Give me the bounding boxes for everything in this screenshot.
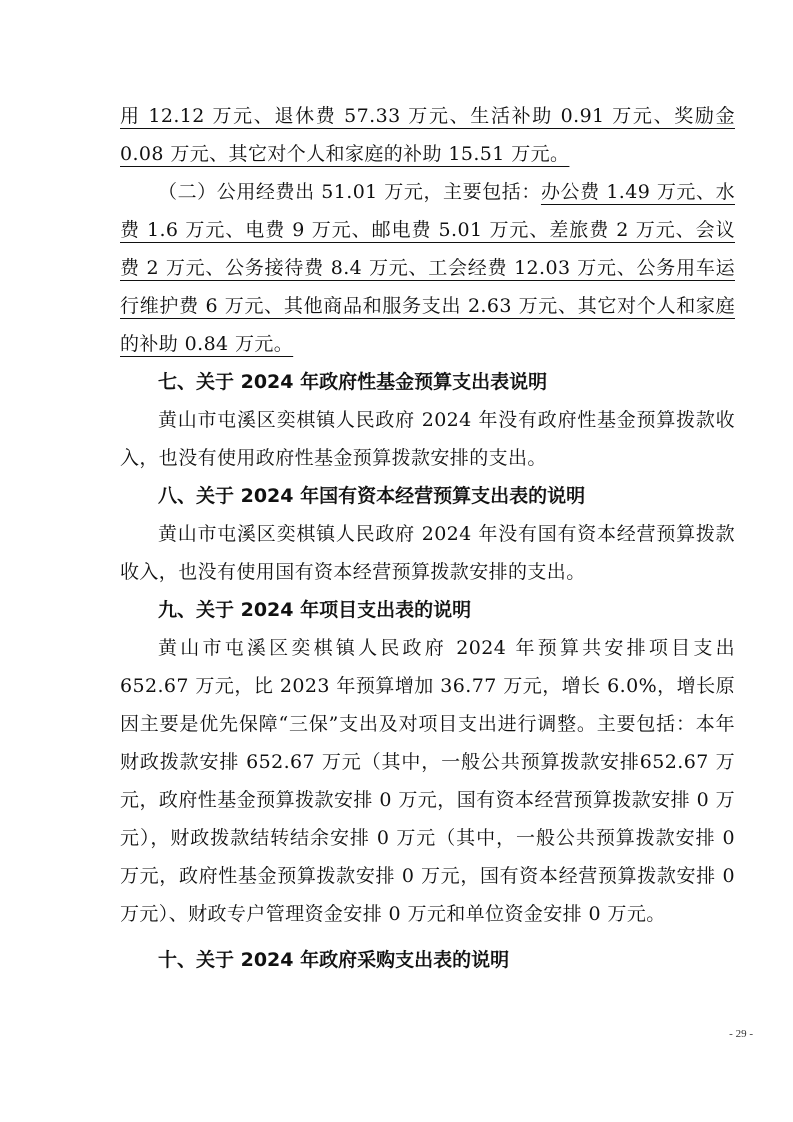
paragraph-state-capital: 黄山市屯溪区奕棋镇人民政府 2024 年没有国有资本经营预算拨款收入，也没有使用国有资本经营预算拨款安排的支出。 <box>120 523 735 583</box>
paragraph-personnel-continued <box>120 97 735 173</box>
section-heading-10: 十、关于 2024 年政府采购支出表的说明 <box>158 949 510 971</box>
paragraph-project-expenditure: 黄山市屯溪区奕棋镇人民政府 2024 年预算共安排项目支出652.67 万元，比 2023 年预算增加 36.77 万元，增长 6.0%，增长原因主要是优先保障“三保”支出及对项目支出进行调整。主要包括：本年财政拨款安排 652.67 万元（其中，一般公共预算拨款安排652.67 万元，政府性基金预算拨款安排 0 万元，国有资本经营预算拨款安排 0 万元），财政拨款结转结余安排 0 万元（其中，一般公共预算拨款安排 0 万元，政府性基金预算拨款安排 0 万元，国有资本经营预算拨款安排 0 万元）、财政专户管理资金安排 0 万元和单位资金安排 0 万元。 <box>120 637 735 925</box>
page-number: - 29 - <box>729 1028 753 1040</box>
section-heading-7: 七、关于 2024 年政府性基金预算支出表说明 <box>158 371 548 393</box>
underlined-text: 办公费 1.49 万元、水费 1.6 万元、电费 9 万元、邮电费 5.01 万元、差旅费 2 万元、会议费 2 万元、公务接待费 8.4 万元、工会经费 12.03 万元、公务用车运行维护费 6 万元、其他商品和服务支出 2.63 万元、其它对个人和家庭的补助 0.84 万元。 <box>120 181 735 355</box>
document-body <box>120 97 735 979</box>
underlined-text: 用 12.12 万元、退休费 57.33 万元、生活补助 0.91 万元、奖励金 0.08 万元、其它对个人和家庭的补助 15.51 万元。 <box>120 105 735 165</box>
paragraph-intro-text: （二）公用经费出 51.01 万元，主要包括： <box>158 181 541 203</box>
section-heading-9: 九、关于 2024 年项目支出表的说明 <box>158 599 472 621</box>
paragraph-fund-budget: 黄山市屯溪区奕棋镇人民政府 2024 年没有政府性基金预算拨款收入，也没有使用政府性基金预算拨款安排的支出。 <box>120 409 735 469</box>
paragraph-public-expenses <box>120 173 735 363</box>
section-heading-8: 八、关于 2024 年国有资本经营预算支出表的说明 <box>158 485 586 507</box>
